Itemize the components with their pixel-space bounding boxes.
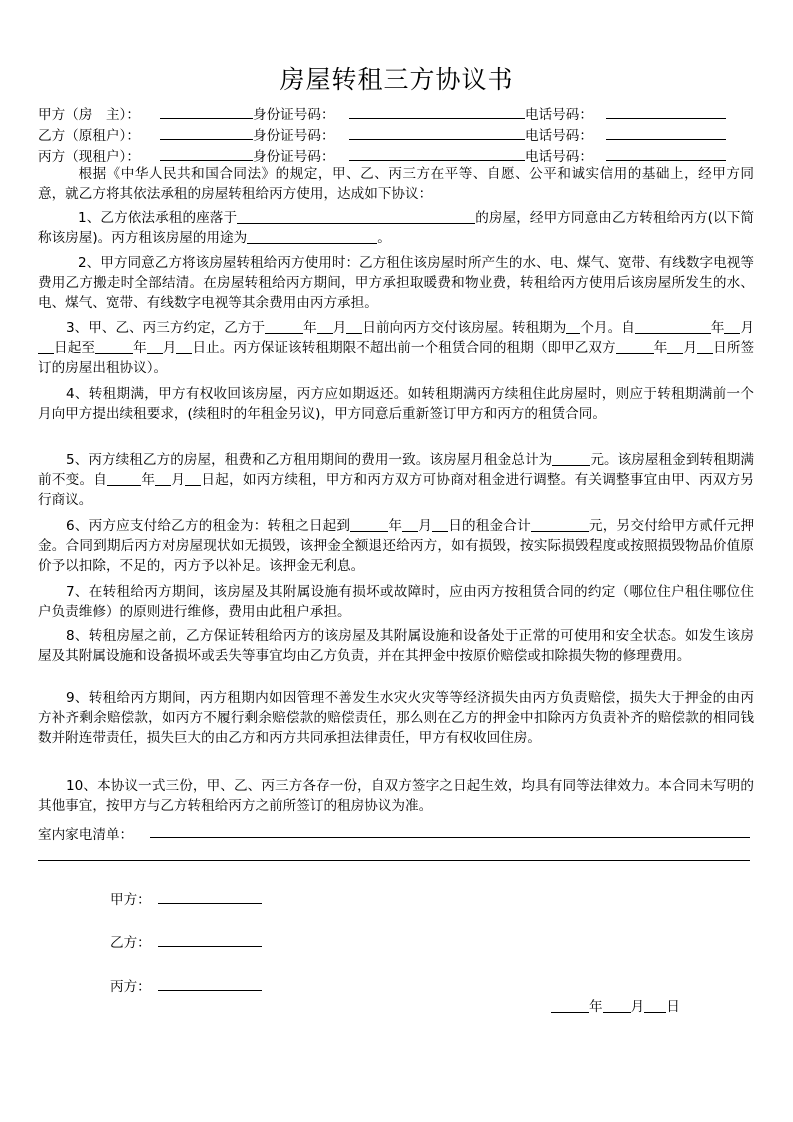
total-rent-field[interactable] — [531, 517, 589, 532]
clause-text: 9、转租给丙方期间，丙方租期内如因管理不善发生水灾火灾等等经济损失由丙方负责赔偿，损失大于押金的由丙方补齐剩余赔偿款，如丙方不履行剩余赔偿款的赔偿责任，那么则在乙方的押金中扣除丙方负责补齐的赔偿款的相同钱数并附连带责任，损失巨大的由乙方和丙方共同承担法律责任，甲方有权收回住房。 — [38, 690, 754, 747]
clause-text: 8、转租房屋之前，乙方保证转租给丙方的该房屋及其附属设施和设备处于正常的可使用和安全状态。如发生该房屋及其附属设施和设备损坏或丢失等事宜均由乙方负责，并在其押金中按原价赔偿或扣除损失物的修理费用。 — [38, 628, 754, 665]
clause-text: 年 — [133, 340, 147, 357]
document-title: 房屋转租三方协议书 — [279, 65, 514, 94]
end-year-field[interactable] — [95, 339, 133, 354]
clause-9 — [38, 688, 754, 749]
clause-2 — [38, 253, 754, 314]
clause-text: 月 — [418, 518, 433, 534]
phone-field[interactable] — [606, 103, 726, 119]
appliance-list-label: 室内家电清单： — [38, 827, 134, 843]
clause-text: 日起至 — [54, 340, 96, 357]
signature-landlord-field[interactable] — [158, 888, 262, 904]
clause-text: 4、转租期满，甲方有权收回该房屋，丙方应如期返还。如转租期满丙方续租住此房屋时，则应于转租期满前一个月向甲方提出续租要求，(续租时的年租金另议)，甲方同意后重新签订甲方和丙方的租赁合同。 — [38, 386, 754, 423]
id-label: 身份证号码： — [253, 128, 335, 144]
clause-text: 7、在转租给丙方期间，该房屋及其附属设施有损坏或故障时，应由丙方按租赁合同的约定（哪位住户租住哪位住户负责维修）的原则进行维修，费用由此租户承担。 — [38, 584, 754, 621]
date-year-field[interactable] — [551, 998, 589, 1013]
clause-3 — [38, 318, 754, 379]
clause-text: 6、丙方应支付给乙方的租金为：转租之日起到 — [66, 518, 351, 534]
clause-8 — [38, 626, 754, 666]
clause-text: 日前向丙方交付该房屋。转租期为 — [362, 320, 567, 336]
date-month-field[interactable] — [603, 998, 631, 1013]
signature-label: 丙方： — [110, 979, 151, 995]
day-field[interactable] — [432, 517, 448, 532]
clause-text: 1、乙方依法承租的座落于 — [78, 210, 238, 226]
year-field[interactable] — [350, 517, 388, 532]
phone-label: 电话号码： — [525, 128, 593, 144]
start-year-field[interactable] — [635, 319, 665, 334]
date-year-label: 年 — [589, 999, 603, 1015]
clause-text: 。 — [377, 230, 391, 247]
party-label: 乙方（原租户）： — [38, 128, 140, 144]
usage-field[interactable] — [247, 229, 377, 244]
id-label: 身份证号码： — [253, 107, 335, 123]
month-field[interactable] — [317, 319, 333, 334]
clause-4 — [38, 384, 754, 424]
phone-field[interactable] — [606, 145, 726, 161]
name-field[interactable] — [160, 124, 253, 140]
clause-text: 5、丙方续租乙方的房屋，租费和乙方租用期间的费用一致。该房屋月租金总计为 — [66, 452, 553, 468]
party-label: 丙方（现租户）： — [38, 149, 140, 165]
clause-text: 月 — [740, 320, 755, 336]
clause-5 — [38, 450, 754, 511]
signature-new-tenant — [110, 975, 151, 995]
signature-label: 乙方： — [110, 935, 151, 951]
clause-text: 年 — [710, 320, 725, 336]
start-year-field-cont[interactable] — [665, 319, 711, 334]
date-month-label: 月 — [630, 999, 645, 1015]
day-field[interactable] — [346, 319, 362, 334]
clause-text: 元，另交付给甲方贰仟元押金。合同到期后丙方对房屋现状如无损毁，该押金全额退还给丙方，如有损毁，按实际损毁程度或按照损毁物品价值原价予以扣除，不足的，丙方予以补足。该押金无利息。 — [38, 518, 755, 575]
signature-original-tenant-field[interactable] — [158, 931, 262, 947]
clause-text: 3、甲、乙、丙三方约定，乙方于 — [66, 320, 266, 336]
id-field[interactable] — [349, 124, 525, 140]
clause-text: 年 — [303, 320, 317, 336]
id-field[interactable] — [349, 103, 525, 119]
signature-new-tenant-field[interactable] — [158, 975, 262, 991]
rent-field[interactable] — [552, 451, 590, 466]
party-label: 甲方（房 主）： — [38, 107, 140, 123]
clause-text: 月 — [683, 340, 698, 357]
clause-text: 个月。自 — [580, 320, 635, 336]
intro-paragraph — [38, 164, 754, 204]
lease-year-field[interactable] — [616, 339, 654, 354]
month-field[interactable] — [402, 517, 418, 532]
signature-label: 甲方： — [110, 892, 151, 908]
day-field[interactable] — [185, 471, 201, 486]
phone-label: 电话号码： — [525, 149, 593, 165]
year-field[interactable] — [265, 319, 303, 334]
clause-10 — [38, 776, 754, 816]
clause-7 — [38, 582, 754, 622]
year-field[interactable] — [107, 471, 141, 486]
clause-text: 日的租金合计 — [448, 518, 531, 534]
month-field[interactable] — [155, 471, 171, 486]
phone-field[interactable] — [606, 124, 726, 140]
phone-label: 电话号码： — [525, 107, 593, 123]
lease-day-field[interactable] — [697, 339, 713, 354]
end-day-field[interactable] — [176, 339, 192, 354]
signature-original-tenant — [110, 931, 151, 951]
signing-date — [551, 995, 680, 1015]
end-month-field[interactable] — [147, 339, 163, 354]
clause-text: 的房屋，经甲方同意由乙方转租给丙方(以下简称该房屋)。丙方租该房屋的用途为 — [38, 210, 754, 247]
signature-landlord — [110, 888, 151, 908]
start-day-field[interactable] — [38, 339, 54, 354]
clause-text: 10、本协议一式三份，甲、乙、丙三方各存一份，自双方签字之日起生效，均具有同等法律效力。本合同未写明的其他事宜，按甲方与乙方转租给丙方之前所签订的租房协议为准。 — [38, 778, 754, 815]
clause-text: 月 — [162, 340, 177, 357]
clause-text: 日止。丙方保证该转租期限不超出前一个租赁合同的租期（即甲乙双方 — [192, 340, 616, 357]
lease-month-field[interactable] — [667, 339, 683, 354]
intro-text: 根据《中华人民共和国合同法》的规定，甲、乙、丙三方在平等、自愿、公平和诚实信用的基础上，经甲方同意，就乙方将其依法承租的房屋转租给丙方使用，达成如下协议： — [38, 166, 754, 203]
clause-text: 月 — [171, 472, 186, 489]
address-field[interactable] — [237, 209, 475, 224]
name-field[interactable] — [160, 145, 253, 161]
clause-text: 日起，如丙方续租，甲方和丙方双方可协商对租金进行调整。有关调整事宜由甲、丙双方另行商议。 — [38, 472, 755, 509]
clause-text: 2、甲方同意乙方将该房屋转租给丙方使用时：乙方租住该房屋时所产生的水、电、煤气、宽带、有线数字电视等费用乙方搬走时全部结清。在房屋转租给丙方期间，甲方承担取暖费和物业费，转租给丙方使用后该房屋所发生的水、电、煤气、宽带、有线数字电视等其余费用由丙方承担。 — [38, 255, 754, 312]
clause-text: 年 — [141, 472, 156, 489]
clause-text: 日所签订的房屋出租协议）。 — [38, 340, 755, 377]
clause-text: 年 — [653, 340, 668, 357]
clause-text: 元。该房屋租金到转租期满前不变。自 — [38, 452, 754, 489]
clause-6 — [38, 516, 754, 577]
clause-1 — [38, 208, 754, 248]
term-field[interactable] — [566, 319, 580, 334]
clause-text: 年 — [388, 518, 403, 534]
date-day-label: 日 — [666, 999, 680, 1015]
clause-text: 月 — [332, 320, 347, 336]
date-day-field[interactable] — [644, 998, 666, 1013]
appliance-list-field-line-2[interactable] — [38, 845, 750, 861]
start-month-field[interactable] — [724, 319, 740, 334]
id-field[interactable] — [349, 145, 525, 161]
appliance-list-field[interactable] — [150, 822, 750, 838]
name-field[interactable] — [160, 103, 253, 119]
id-label: 身份证号码： — [253, 149, 335, 165]
